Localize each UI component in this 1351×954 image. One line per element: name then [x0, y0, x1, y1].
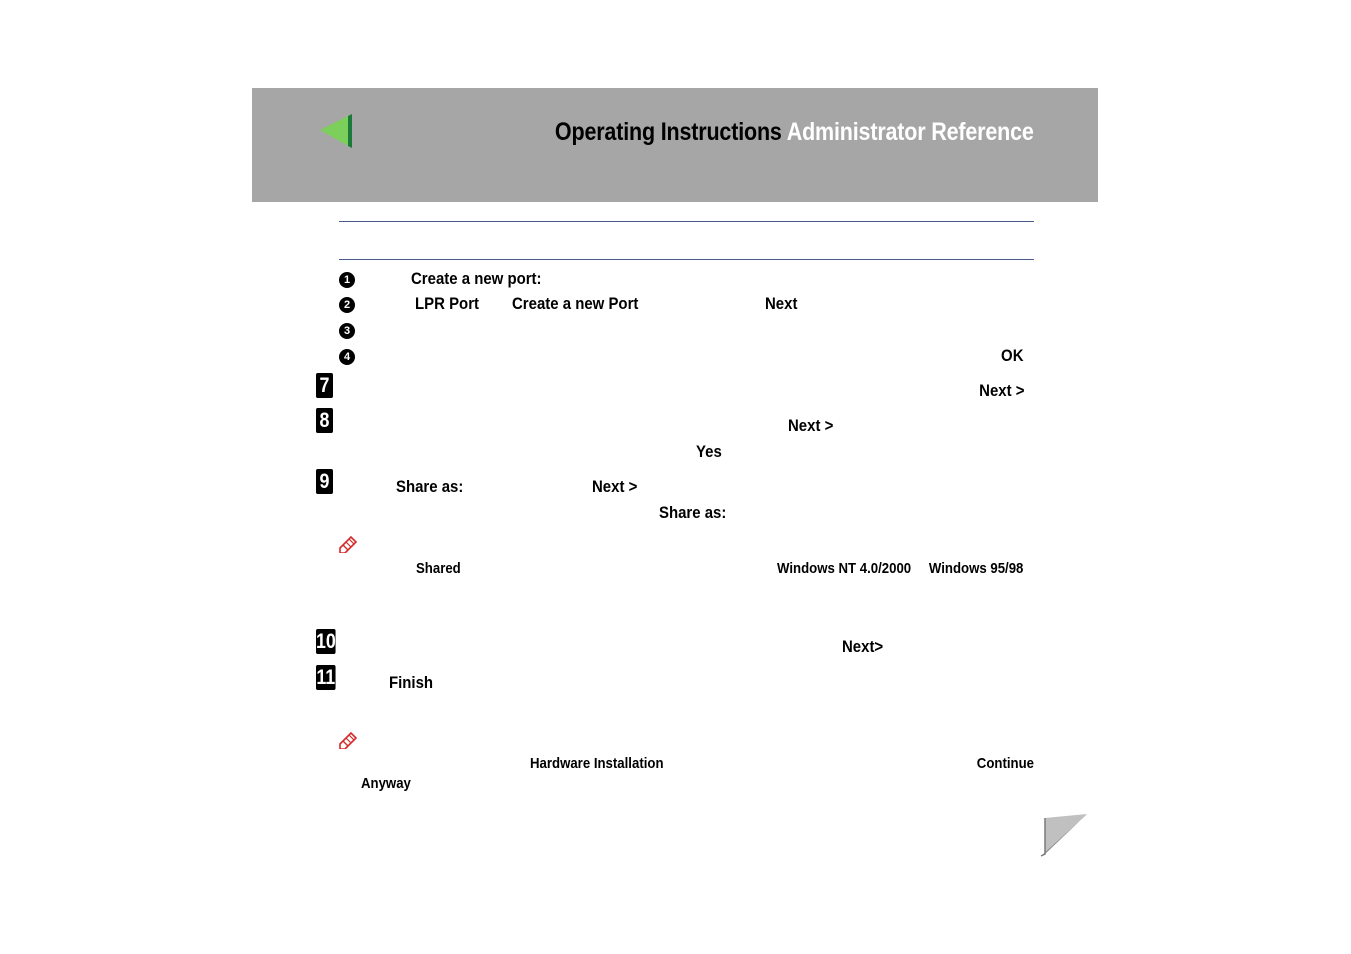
pencil-note-icon	[338, 535, 358, 553]
substep-number-2: 2	[339, 297, 355, 313]
title-main: Operating Instructions	[555, 118, 783, 146]
step-number-10: 10	[316, 630, 336, 653]
share-as-label: Share as:	[659, 503, 727, 522]
substep-number-4: 4	[339, 349, 355, 365]
pencil-note-icon	[338, 731, 358, 749]
share-as-label: Share as:	[396, 477, 464, 496]
windows-nt-label: Windows NT 4.0/2000	[777, 560, 912, 577]
step-number-7: 7	[316, 373, 333, 398]
ok-label: OK	[1000, 346, 1023, 365]
windows-95-label: Windows 95/98	[928, 560, 1023, 577]
hardware-installation-label: Hardware Installation	[530, 755, 664, 772]
continue-label: Continue	[976, 755, 1034, 772]
step-number-11: 11	[316, 666, 336, 689]
substep-number-1: 1	[339, 272, 355, 288]
substep-number-3: 3	[339, 323, 355, 339]
create-a-new-port-label: Create a new Port	[512, 294, 639, 313]
anyway-label: Anyway	[361, 775, 411, 792]
step-number-8: 8	[316, 408, 333, 433]
create-new-port-label: Create a new port:	[411, 269, 542, 288]
next-label: Next>	[842, 637, 884, 656]
page-title	[555, 118, 1034, 147]
step-number-9: 9	[316, 469, 333, 494]
rule-bottom	[339, 259, 1034, 260]
next-label: Next >	[978, 381, 1024, 400]
shared-label: Shared	[416, 560, 461, 577]
page-corner-next-icon[interactable]	[1039, 812, 1089, 858]
yes-label: Yes	[696, 442, 722, 461]
finish-label: Finish	[389, 673, 434, 692]
title-sub: Administrator Reference	[787, 118, 1034, 146]
next-label: Next >	[788, 416, 834, 435]
lpr-port-label: LPR Port	[415, 294, 480, 313]
next-label: Next >	[592, 477, 638, 496]
back-arrow-icon[interactable]	[318, 114, 354, 150]
next-label: Next	[765, 294, 798, 313]
rule-top	[339, 221, 1034, 222]
